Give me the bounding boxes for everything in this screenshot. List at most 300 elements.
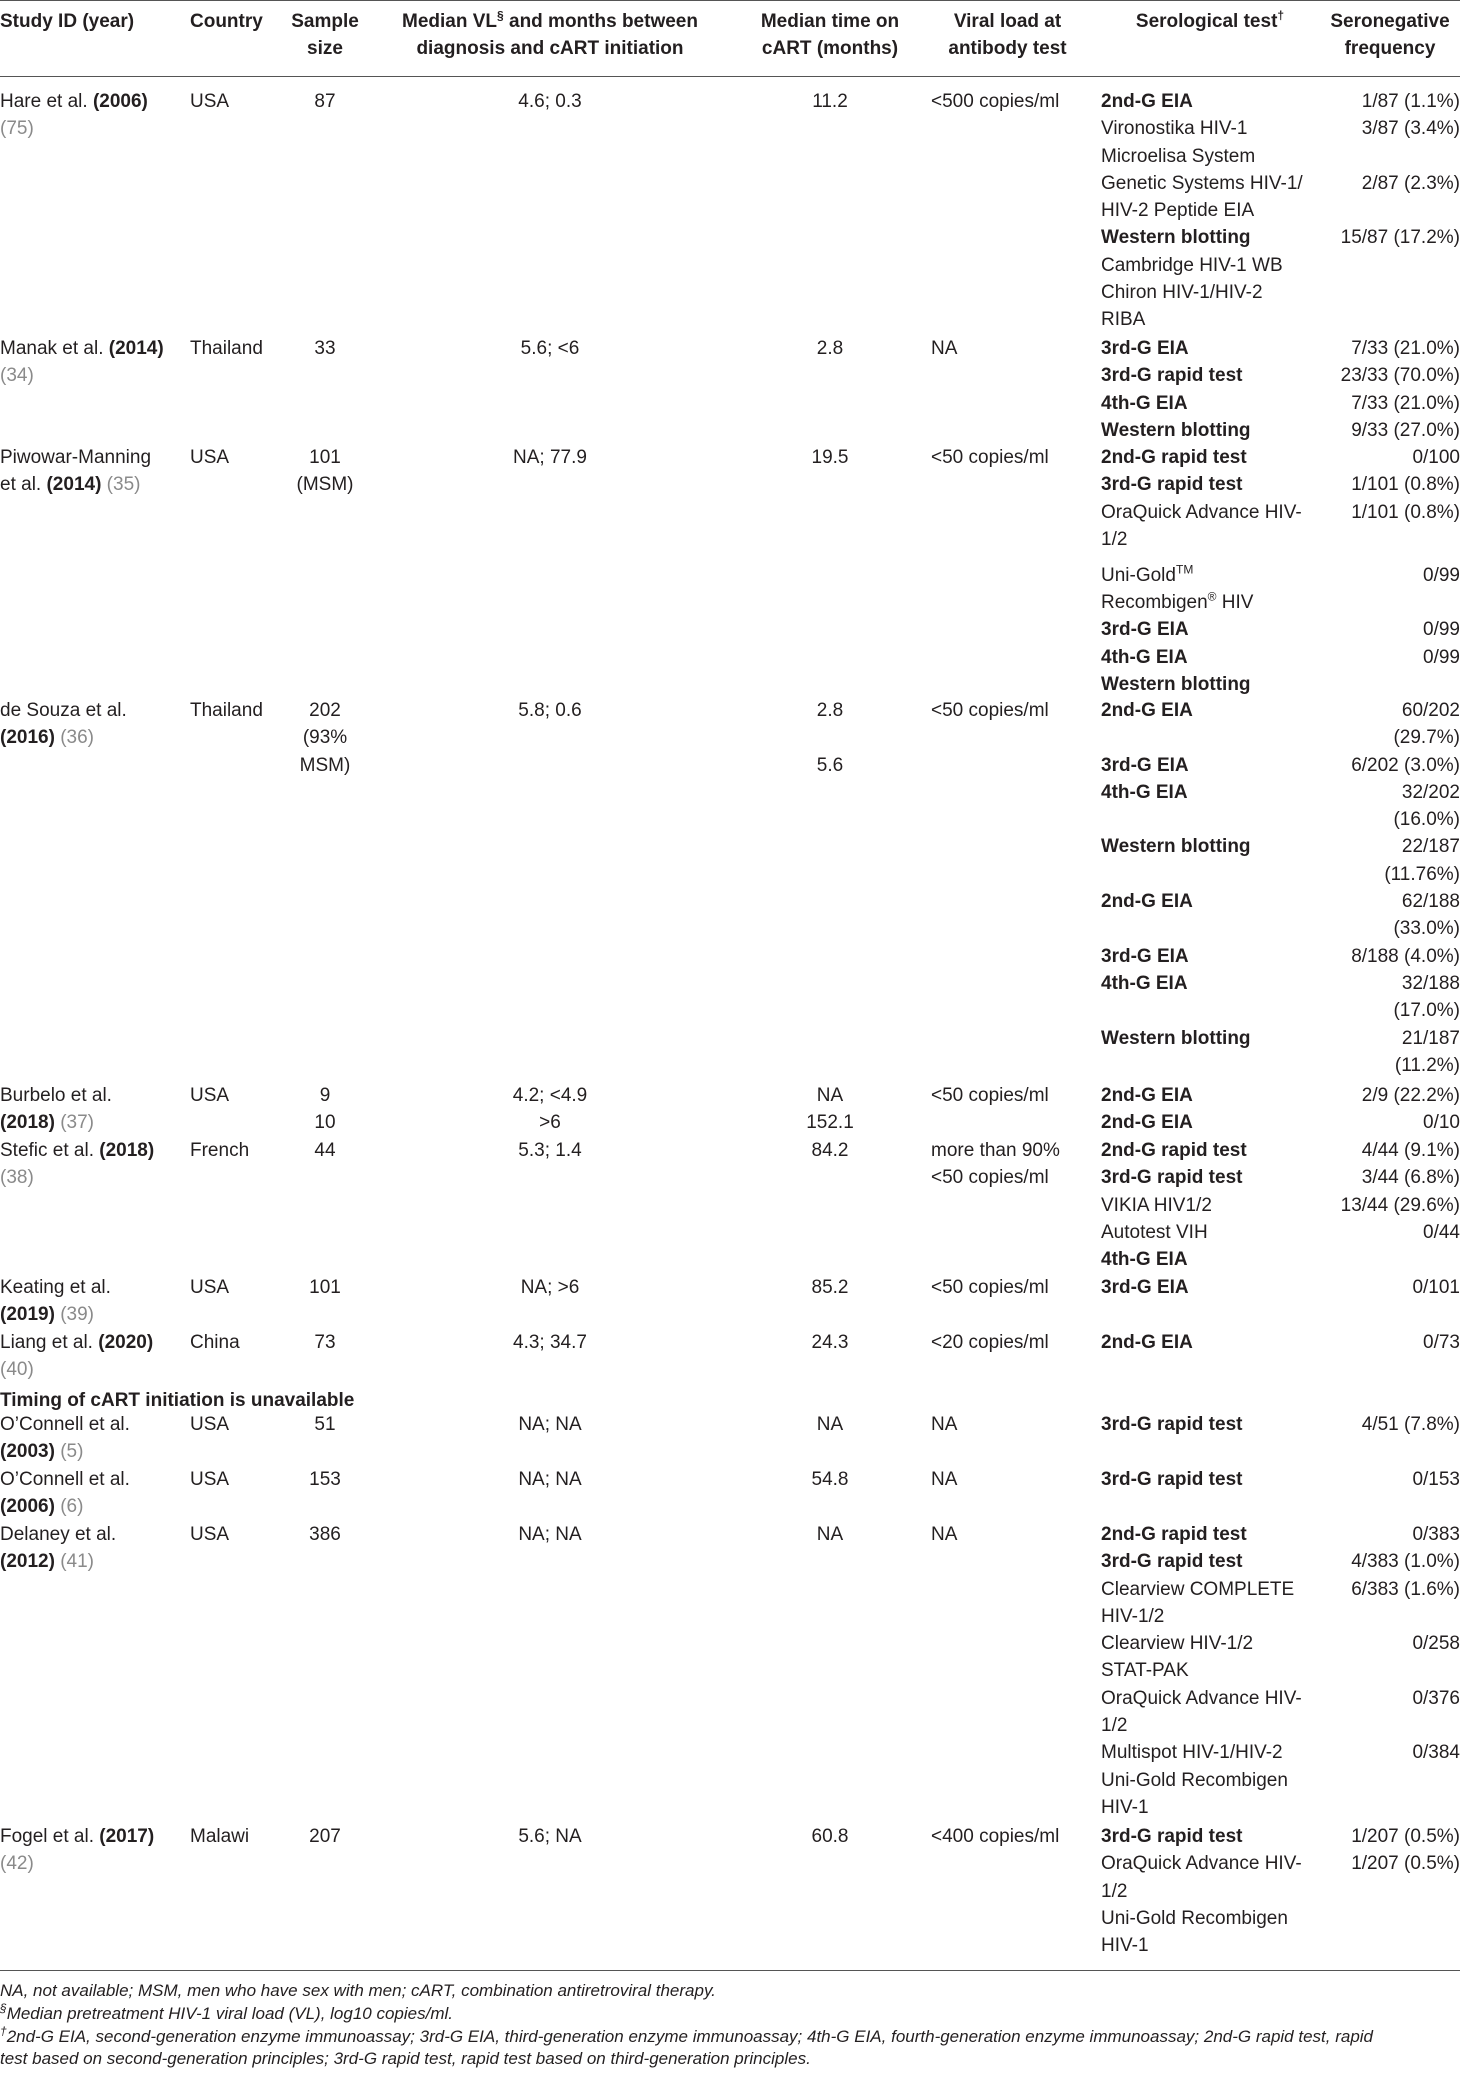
sample-size-line: 10 xyxy=(314,1112,336,1134)
study-reference: (41) xyxy=(54,1551,94,1573)
frequency-line: 4/383 (1.0%) xyxy=(1351,1551,1460,1573)
serological-test-line xyxy=(1101,471,1321,498)
median-time-cell xyxy=(740,1329,920,1356)
median-time-line: NA xyxy=(816,1085,844,1106)
serological-test-line xyxy=(1101,861,1321,888)
serological-test-line xyxy=(1101,197,1321,224)
serological-test-line xyxy=(1101,1082,1321,1109)
study-author: Keating et al. xyxy=(0,1277,111,1298)
study-reference: (40) xyxy=(0,1359,34,1381)
median-time-line: 2.8 xyxy=(816,700,844,721)
median-vl-cell xyxy=(370,1411,730,1438)
median-time-line: 2.8 xyxy=(816,338,844,359)
median-vl-line: 4.2; <4.9 xyxy=(512,1085,588,1106)
test-name: Uni-Gold xyxy=(1101,565,1176,587)
study-author: de Souza et al. xyxy=(0,700,127,721)
serological-test-line xyxy=(1101,1164,1321,1191)
viral-load-line: NA xyxy=(931,1524,958,1545)
serological-test-line xyxy=(1101,1603,1321,1630)
sample-size-line: 101 xyxy=(309,447,341,468)
study-id-cell xyxy=(0,1411,180,1466)
test-name: 3rd-G rapid test xyxy=(1101,1167,1243,1189)
study-author: et al. xyxy=(0,474,47,496)
viral-load-line: <50 copies/ml xyxy=(931,1085,1049,1106)
study-id-line xyxy=(0,724,180,751)
median-vl-cell xyxy=(370,88,730,115)
viral-load-line: <400 copies/ml xyxy=(931,1826,1060,1847)
frequency-line xyxy=(1320,1767,1460,1794)
test-name: 3rd-G EIA xyxy=(1101,754,1189,776)
viral-load-cell xyxy=(931,88,1091,115)
test-name: 3rd-G rapid test xyxy=(1101,474,1243,496)
study-reference: (38) xyxy=(0,1167,34,1189)
sample-size-line: 51 xyxy=(314,1414,336,1435)
serological-test-line xyxy=(1101,1548,1321,1575)
median-vl-line: NA; NA xyxy=(518,1524,582,1545)
country-cell xyxy=(190,1137,285,1164)
median-vl-cell xyxy=(370,697,730,724)
median-time-cell xyxy=(740,88,920,115)
median-time-line: 85.2 xyxy=(811,1277,849,1298)
serological-test-cell xyxy=(1101,1411,1321,1438)
median-time-cell xyxy=(740,1082,920,1137)
country-line: USA xyxy=(190,1085,230,1106)
frequency-line: 2/9 (22.2%) xyxy=(1361,1085,1460,1106)
frequency-line: (29.7%) xyxy=(1393,727,1460,749)
study-reference: (35) xyxy=(101,474,141,496)
test-name: RIBA xyxy=(1101,309,1146,331)
test-name: 3rd-G rapid test xyxy=(1101,1414,1243,1435)
serological-test-line xyxy=(1101,390,1321,417)
country-line: USA xyxy=(190,1414,230,1435)
median-vl-line: NA; NA xyxy=(518,1414,582,1435)
frequency-line: 0/100 xyxy=(1412,447,1460,468)
test-name: 3rd-G rapid test xyxy=(1101,1469,1243,1490)
median-vl-line: NA; 77.9 xyxy=(513,447,587,468)
frequency-line xyxy=(1320,671,1460,698)
test-name: 2nd-G EIA xyxy=(1101,1332,1193,1353)
study-year: (2017) xyxy=(99,1826,155,1847)
seronegative-frequency-cell xyxy=(1320,335,1460,444)
sample-size-line: 73 xyxy=(314,1332,336,1353)
sample-size-line: 9 xyxy=(319,1085,331,1106)
frequency-line: 1/87 (1.1%) xyxy=(1361,91,1460,112)
median-time-line: 11.2 xyxy=(812,91,848,112)
frequency-line: 0/44 xyxy=(1423,1221,1460,1243)
serological-test-line xyxy=(1101,915,1321,942)
viral-load-cell xyxy=(931,1082,1091,1109)
test-name: 1/2 xyxy=(1101,528,1128,550)
study-id-cell xyxy=(0,1329,180,1384)
study-id-cell xyxy=(0,88,180,143)
study-author: O’Connell et al. xyxy=(0,1414,130,1435)
test-name: 3rd-G rapid test xyxy=(1101,365,1243,387)
serological-test-line xyxy=(1101,1739,1321,1766)
frequency-line: 0/258 xyxy=(1412,1633,1460,1655)
country-cell xyxy=(190,444,285,471)
test-name: 4th-G EIA xyxy=(1101,781,1188,803)
median-time-cell xyxy=(740,1823,920,1850)
sample-size-line: 87 xyxy=(314,91,336,112)
study-id-line xyxy=(0,335,180,362)
viral-load-line: NA xyxy=(931,1469,958,1490)
frequency-line: 0/376 xyxy=(1412,1687,1460,1709)
study-id-cell xyxy=(0,1521,180,1576)
study-id-line xyxy=(0,1493,180,1520)
study-id-line xyxy=(0,444,180,471)
serological-test-cell xyxy=(1101,1329,1321,1356)
frequency-line: 13/44 (29.6%) xyxy=(1340,1194,1460,1216)
test-name: Clearview COMPLETE xyxy=(1101,1578,1295,1600)
country-cell xyxy=(190,335,285,362)
viral-load-cell xyxy=(931,1823,1091,1850)
sample-size-line: 153 xyxy=(309,1469,341,1490)
viral-load-line: <50 copies/ml xyxy=(931,1167,1049,1189)
table-bottom-rule xyxy=(0,1970,1460,1971)
frequency-line: 62/188 xyxy=(1401,891,1460,913)
test-name: 4th-G EIA xyxy=(1101,392,1188,414)
study-id-cell xyxy=(0,1466,180,1521)
sample-size-cell xyxy=(275,444,375,499)
test-name: Clearview HIV-1/2 xyxy=(1101,1633,1254,1655)
serological-test-line xyxy=(1101,697,1321,724)
frequency-line: 2/87 (2.3%) xyxy=(1361,172,1460,194)
serological-test-line xyxy=(1101,1576,1321,1603)
serological-test-cell xyxy=(1101,335,1321,444)
test-name: Vironostika HIV-1 xyxy=(1101,118,1248,140)
sample-size-line: 202 xyxy=(309,700,341,721)
sample-size-cell xyxy=(275,1274,375,1301)
median-vl-line: NA; NA xyxy=(518,1469,582,1490)
test-name: 2nd-G rapid test xyxy=(1101,1524,1247,1545)
median-time-cell xyxy=(740,1274,920,1301)
study-id-line xyxy=(0,1137,180,1164)
test-name: 2nd-G EIA xyxy=(1101,1085,1193,1106)
country-cell xyxy=(190,1329,285,1356)
study-id-line xyxy=(0,115,180,142)
serological-test-line xyxy=(1101,417,1321,444)
test-name: Uni-Gold Recombigen xyxy=(1101,1769,1288,1791)
study-id-line xyxy=(0,1329,180,1356)
header-sample-size: Sample size xyxy=(291,11,359,60)
frequency-line: (16.0%) xyxy=(1393,809,1460,831)
serological-test-line xyxy=(1101,970,1321,997)
median-vl-cell xyxy=(370,1823,730,1850)
test-name: Western blotting xyxy=(1101,674,1251,696)
sample-size-line: 33 xyxy=(314,338,336,359)
study-id-line xyxy=(0,1823,180,1850)
serological-test-line xyxy=(1101,616,1321,643)
test-name: STAT-PAK xyxy=(1101,1660,1189,1682)
median-time-line: 19.5 xyxy=(811,447,849,468)
frequency-line xyxy=(1320,1932,1460,1959)
study-year: (2006) xyxy=(0,1496,55,1518)
study-author: Hare et al. xyxy=(0,91,93,112)
study-author: Fogel et al. xyxy=(0,1826,100,1847)
sample-size-cell xyxy=(275,1411,375,1438)
frequency-line xyxy=(1320,252,1460,279)
serological-test-cell xyxy=(1101,444,1321,698)
frequency-line: 0/383 xyxy=(1412,1524,1460,1545)
frequency-line: 0/101 xyxy=(1412,1277,1460,1298)
viral-load-cell xyxy=(931,1411,1091,1438)
frequency-line xyxy=(1320,197,1460,224)
study-id-line xyxy=(0,1274,180,1301)
median-vl-line: 5.8; 0.6 xyxy=(518,700,582,721)
header-serological-test: Serological test† xyxy=(1135,8,1285,32)
study-reference: (75) xyxy=(0,118,34,140)
study-year: (2003) xyxy=(0,1441,55,1463)
country-cell xyxy=(190,1466,285,1493)
frequency-line: 22/187 xyxy=(1401,836,1460,858)
viral-load-line: NA xyxy=(931,1414,958,1435)
serological-test-line xyxy=(1101,224,1321,251)
median-time-cell xyxy=(740,1466,920,1493)
section-label: Timing of cART initiation is unavailable xyxy=(0,1390,355,1411)
sample-size-cell xyxy=(275,1082,375,1137)
test-name: OraQuick Advance HIV- xyxy=(1101,501,1302,523)
test-name-suffix: HIV xyxy=(1216,592,1254,614)
median-time-line: 24.3 xyxy=(811,1332,849,1353)
serological-test-line xyxy=(1101,724,1321,751)
serological-test-line xyxy=(1101,1052,1321,1079)
serological-test-line xyxy=(1101,1767,1321,1794)
frequency-line xyxy=(1320,1878,1460,1905)
study-year: (2020) xyxy=(98,1332,154,1353)
frequency-line xyxy=(1320,1794,1460,1821)
test-name: Western blotting xyxy=(1101,227,1251,249)
frequency-line xyxy=(1320,1905,1460,1932)
study-id-line xyxy=(0,1850,180,1877)
serological-test-cell xyxy=(1101,1466,1321,1493)
country-cell xyxy=(190,697,285,724)
study-id-line xyxy=(0,88,180,115)
serological-test-line xyxy=(1101,1192,1321,1219)
study-id-cell xyxy=(0,697,180,752)
median-vl-line: NA; >6 xyxy=(520,1277,580,1298)
serological-test-cell xyxy=(1101,1137,1321,1273)
test-name: 2nd-G EIA xyxy=(1101,91,1193,112)
frequency-line: 9/33 (27.0%) xyxy=(1351,419,1460,441)
serological-test-line xyxy=(1101,1137,1321,1164)
serological-test-line xyxy=(1101,1905,1321,1932)
country-line: USA xyxy=(190,447,230,468)
frequency-line: 1/207 (0.5%) xyxy=(1351,1853,1460,1875)
median-vl-cell xyxy=(370,1466,730,1493)
sample-size-cell xyxy=(275,1521,375,1548)
test-name: HIV-2 Peptide EIA xyxy=(1101,200,1255,222)
country-cell xyxy=(190,1411,285,1438)
serological-test-cell xyxy=(1101,1823,1321,1959)
sample-size-cell xyxy=(275,335,375,362)
frequency-line xyxy=(1320,1246,1460,1273)
sample-size-line: (93% xyxy=(302,727,348,749)
header-top-rule xyxy=(0,0,1460,1)
study-author: Manak et al. xyxy=(0,338,109,359)
study-reference: (34) xyxy=(0,365,34,387)
median-time-line: NA xyxy=(816,1524,844,1545)
viral-load-line: <50 copies/ml xyxy=(931,447,1049,468)
study-author: Stefic et al. xyxy=(0,1140,100,1161)
country-line: French xyxy=(190,1140,250,1161)
serological-test-line xyxy=(1101,943,1321,970)
serological-test-line xyxy=(1101,1932,1321,1959)
sample-size-line: 44 xyxy=(314,1140,336,1161)
seronegative-frequency-cell xyxy=(1320,444,1460,698)
study-id-cell xyxy=(0,1274,180,1329)
frequency-line: 4/51 (7.8%) xyxy=(1361,1414,1460,1435)
country-line: USA xyxy=(190,1277,230,1298)
header-median-time: Median time on cART (months) xyxy=(760,11,900,60)
frequency-line: (33.0%) xyxy=(1393,918,1460,940)
seronegative-frequency-cell xyxy=(1320,697,1460,1079)
test-name: 3rd-G rapid test xyxy=(1101,1551,1243,1573)
study-reference: (36) xyxy=(54,727,94,749)
viral-load-line: <20 copies/ml xyxy=(931,1332,1049,1353)
frequency-line xyxy=(1320,526,1460,553)
median-vl-line: 4.3; 34.7 xyxy=(513,1332,587,1353)
sample-size-line: 101 xyxy=(309,1277,341,1298)
median-vl-cell xyxy=(370,444,730,471)
median-time-cell xyxy=(740,697,920,779)
seronegative-frequency-cell xyxy=(1320,1411,1460,1438)
median-time-line xyxy=(740,724,920,751)
median-time-cell xyxy=(740,1411,920,1438)
serological-test-line xyxy=(1101,589,1321,616)
median-time-cell xyxy=(740,1137,920,1164)
median-vl-line: >6 xyxy=(539,1112,561,1134)
sample-size-line: 207 xyxy=(309,1826,341,1847)
frequency-line: 0/99 xyxy=(1423,619,1460,641)
header-study: Study ID (year) xyxy=(0,11,135,32)
header-viral-load: Viral load at antibody test xyxy=(948,11,1067,60)
sample-size-cell xyxy=(275,1137,375,1164)
frequency-line: 32/202 xyxy=(1401,781,1460,803)
seronegative-frequency-cell xyxy=(1320,1329,1460,1356)
study-author: Delaney et al. xyxy=(0,1524,117,1545)
serological-test-line xyxy=(1101,1630,1321,1657)
serological-test-line xyxy=(1101,170,1321,197)
sample-size-cell xyxy=(275,1329,375,1356)
test-name: 2nd-G rapid test xyxy=(1101,447,1247,468)
study-author: O’Connell et al. xyxy=(0,1469,130,1490)
serological-test-line xyxy=(1101,1219,1321,1246)
study-id-line xyxy=(0,1466,180,1493)
frequency-line: 6/383 (1.6%) xyxy=(1351,1578,1460,1600)
study-id-line xyxy=(0,697,180,724)
serological-test-cell xyxy=(1101,88,1321,334)
serological-test-line xyxy=(1101,752,1321,779)
country-cell xyxy=(190,1082,285,1109)
test-name: 1/2 xyxy=(1101,1880,1128,1902)
median-vl-cell xyxy=(370,1329,730,1356)
serological-test-line xyxy=(1101,1109,1321,1136)
test-name: Cambridge HIV-1 WB xyxy=(1101,254,1283,276)
study-id-line xyxy=(0,1411,180,1438)
study-id-cell xyxy=(0,1137,180,1192)
country-line: China xyxy=(190,1332,240,1353)
frequency-line: 3/44 (6.8%) xyxy=(1361,1167,1460,1189)
serological-test-line xyxy=(1101,1246,1321,1273)
serological-test-line xyxy=(1101,553,1321,589)
frequency-line: 0/73 xyxy=(1423,1332,1460,1353)
test-name: Autotest VIH xyxy=(1101,1221,1208,1243)
study-id-cell xyxy=(0,444,180,499)
test-name: 2nd-G EIA xyxy=(1101,891,1193,913)
test-name: Western blotting xyxy=(1101,1027,1251,1049)
serological-test-line xyxy=(1101,1025,1321,1052)
frequency-line: 4/44 (9.1%) xyxy=(1361,1140,1460,1161)
study-year: (2006) xyxy=(92,91,148,112)
study-year: (2016) xyxy=(0,727,55,749)
frequency-line xyxy=(1320,1603,1460,1630)
test-name: Uni-Gold Recombigen xyxy=(1101,1907,1288,1929)
header-country: Country xyxy=(190,11,263,32)
serological-test-line xyxy=(1101,252,1321,279)
frequency-line: 3/87 (3.4%) xyxy=(1361,118,1460,140)
country-cell xyxy=(190,88,285,115)
frequency-line: 7/33 (21.0%) xyxy=(1351,392,1460,414)
seronegative-frequency-cell xyxy=(1320,1137,1460,1273)
test-name: 3rd-G EIA xyxy=(1101,619,1189,641)
header-seronegative-frequency: Seronegative frequency xyxy=(1330,11,1450,60)
frequency-line: 1/207 (0.5%) xyxy=(1351,1826,1460,1847)
frequency-line: 7/33 (21.0%) xyxy=(1351,338,1460,359)
serological-test-line xyxy=(1101,499,1321,526)
study-id-line xyxy=(0,1356,180,1383)
study-id-line xyxy=(0,1521,180,1548)
viral-load-cell xyxy=(931,697,1091,724)
country-line: USA xyxy=(190,1469,230,1490)
frequency-line: 0/10 xyxy=(1423,1112,1460,1134)
study-author: Liang et al. xyxy=(0,1332,99,1353)
viral-load-line: NA xyxy=(931,338,958,359)
sample-size-cell xyxy=(275,1466,375,1493)
test-name: HIV-1 xyxy=(1101,1935,1149,1957)
sample-size-line: MSM) xyxy=(299,754,351,776)
test-name: 4th-G EIA xyxy=(1101,646,1188,668)
viral-load-cell xyxy=(931,1466,1091,1493)
study-year: (2019) xyxy=(0,1304,55,1326)
test-name: 3rd-G rapid test xyxy=(1101,1826,1243,1847)
study-id-line xyxy=(0,1301,180,1328)
frequency-line: 15/87 (17.2%) xyxy=(1340,227,1460,249)
frequency-line: 1/101 (0.8%) xyxy=(1351,474,1460,496)
test-name: 3rd-G EIA xyxy=(1101,338,1189,359)
frequency-line: (17.0%) xyxy=(1393,1000,1460,1022)
viral-load-cell xyxy=(931,444,1091,471)
frequency-line xyxy=(1320,279,1460,306)
viral-load-cell xyxy=(931,1137,1091,1192)
sample-size-cell xyxy=(275,697,375,779)
frequency-line: 0/99 xyxy=(1423,565,1460,587)
serological-test-line xyxy=(1101,1823,1321,1850)
serological-test-line xyxy=(1101,997,1321,1024)
test-name: HIV-1 xyxy=(1101,1796,1149,1818)
test-name: 1/2 xyxy=(1101,1715,1128,1737)
serological-test-line xyxy=(1101,806,1321,833)
study-year: (2018) xyxy=(99,1140,155,1161)
median-vl-line: 5.6; NA xyxy=(518,1826,582,1847)
median-time-cell xyxy=(740,1521,920,1548)
country-cell xyxy=(190,1521,285,1548)
frequency-line: 0/384 xyxy=(1412,1742,1460,1764)
median-vl-line: 5.3; 1.4 xyxy=(518,1140,582,1161)
test-name: 4th-G EIA xyxy=(1101,1249,1188,1271)
frequency-line xyxy=(1320,143,1460,170)
study-author: Burbelo et al. xyxy=(0,1085,112,1106)
test-trademark: TM xyxy=(1175,562,1194,577)
